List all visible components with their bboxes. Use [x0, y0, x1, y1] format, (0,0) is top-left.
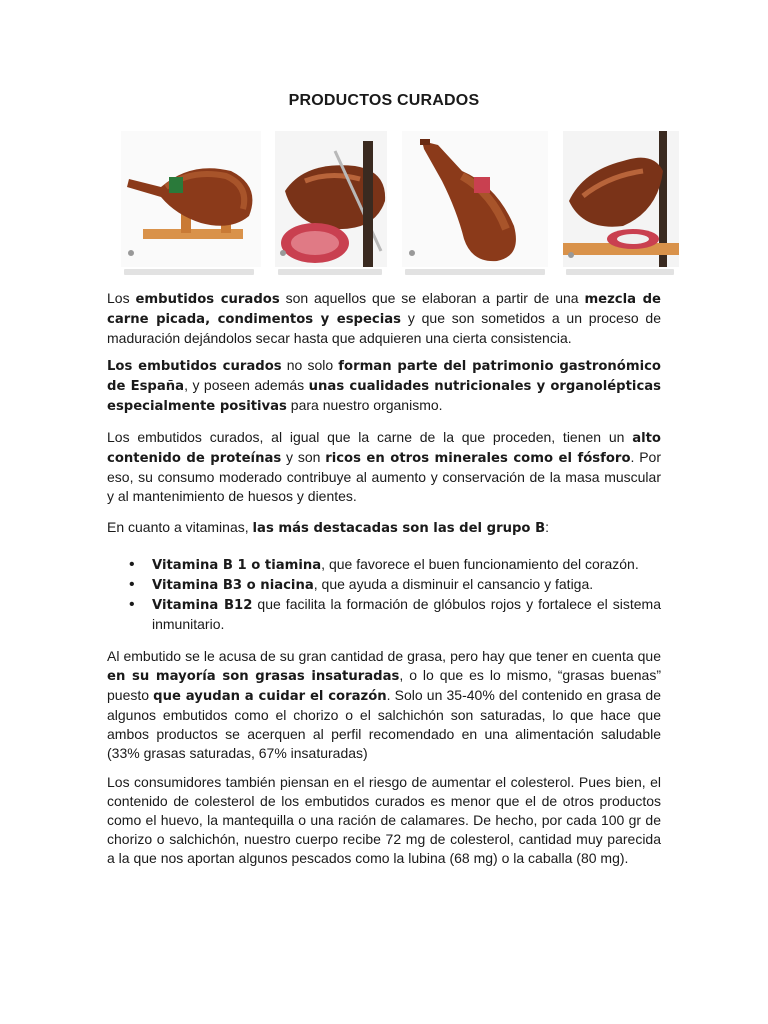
caption-placeholder	[124, 269, 254, 275]
ham-on-stand-photo-1	[121, 131, 261, 267]
paragraph-1: Los embutidos curados son aquellos que se elaboran a partir de una mezcla de carne picada, condimentos y especias y que son sometidos a un proceso de maduración dejándolos secar hasta que adquieren una cierta consistencia.	[107, 290, 661, 346]
paragraph-4: En cuanto a vitaminas, las más destacadas son las del grupo B:	[107, 519, 550, 536]
caption-placeholder	[405, 269, 545, 275]
caption-placeholder	[278, 269, 382, 275]
list-item: • Vitamina B 1 o tiamina, que favorece el buen funcionamiento del corazón.	[107, 555, 661, 575]
ham-on-stand-photo-2	[563, 131, 679, 267]
paragraph-2: Los embutidos curados no solo forman parte del patrimonio gastronómico de España, y poseen además unas cualidades nutricionales y organolépticas especialmente positivas para nuestro organismo.	[107, 357, 662, 414]
list-item: • Vitamina B3 o niacina, que ayuda a disminuir el cansancio y fatiga.	[107, 575, 661, 595]
paragraph-5: Al embutido se le acusa de su gran cantidad de grasa, pero hay que tener en cuenta que en su mayoría son grasas insaturadas, o lo que es lo mismo, “grasas buenas” puesto que ayudan a cuidar el corazón. Solo un 35-40% del contenido en grasa de algunos embutidos como el chorizo o el salchichón son saturadas, lo que hace que ambos productos se acerquen al perfil recomendado en una alimentación saludable (33% grasas saturadas, 67% insaturadas)	[107, 648, 661, 761]
paragraph-6: Los consumidores también piensan en el riesgo de aumentar el colesterol. Pues bien, el contenido de colesterol de los embutidos curados es menor que el de otros productos como el huevo, la mantequilla o una ración de calamares. De hecho, por cada 100 gr de chorizo o salchichón, nuestro cuerpo recibe 72 mg de colesterol, cantidad muy parecida a la que nos aportan algunos pescados como la lubina (68 mg) o la caballa (80 mg).	[107, 774, 661, 866]
list-item: • Vitamina B12 que facilita la formación de glóbulos rojos y fortalece el sistema inmunitario.	[107, 595, 661, 634]
ham-slicing-photo	[275, 131, 387, 267]
paragraph-3: Los embutidos curados, al igual que la carne de la que proceden, tienen un alto contenido de proteínas y son ricos en otros minerales como el fósforo. Por eso, su consumo moderado contribuye al aumento y conservación de la masa muscular y al mantenimiento de huesos y dientes.	[107, 429, 661, 504]
page-title: PRODUCTOS CURADOS	[288, 92, 480, 109]
image-strip	[0, 131, 768, 281]
vitamin-list	[107, 555, 661, 634]
caption-placeholder	[566, 269, 674, 275]
hanging-ham-photo	[402, 131, 548, 267]
